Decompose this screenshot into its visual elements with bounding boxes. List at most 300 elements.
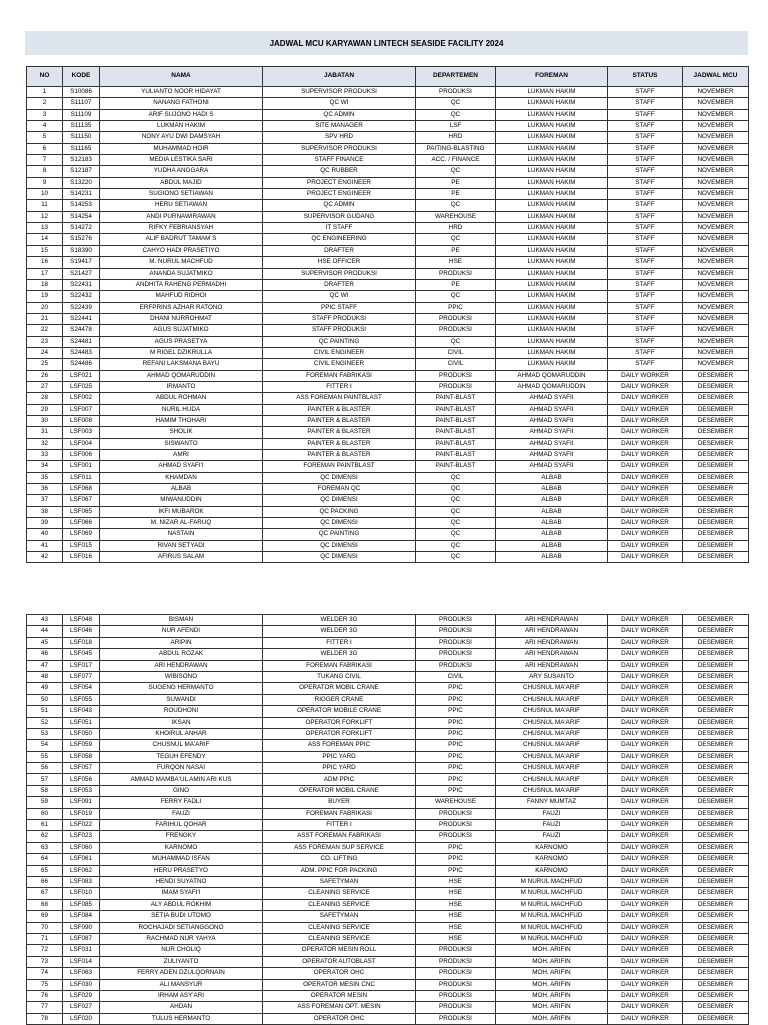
cell-jabatan: PROJECT ENGINEER (263, 177, 416, 188)
cell-jadwal-mcu: DESEMBER (683, 393, 749, 404)
cell-no: 39 (27, 518, 63, 529)
cell-departemen: PAITING-BLASTING (416, 143, 496, 154)
cell-nama: REFANI LAKSMANA BAYU (100, 359, 263, 370)
cell-status: STAFF (608, 313, 683, 324)
table-row (27, 415, 749, 426)
cell-kode: S14253 (63, 200, 100, 211)
cell-jadwal-mcu: NOVEMBER (683, 98, 749, 109)
cell-status: STAFF (608, 234, 683, 245)
cell-kode: LSF083 (63, 876, 100, 887)
cell-status: STAFF (608, 189, 683, 200)
cell-kode: LSF050 (63, 728, 100, 739)
cell-jadwal-mcu: DESEMBER (683, 461, 749, 472)
cell-departemen: QC (416, 200, 496, 211)
cell-no: 78 (27, 1013, 63, 1024)
cell-jabatan: OPERATOR FORKLIFT (263, 717, 416, 728)
cell-jadwal-mcu: DESEMBER (683, 888, 749, 899)
cell-no: 49 (27, 683, 63, 694)
cell-departemen: QC (416, 234, 496, 245)
cell-jadwal-mcu: NOVEMBER (683, 166, 749, 177)
cell-departemen: CIVIL (416, 671, 496, 682)
cell-kode: LSF063 (63, 968, 100, 979)
cell-nama: ANANDA SUJATMIKO (100, 268, 263, 279)
cell-kode: S24483 (63, 347, 100, 358)
cell-jadwal-mcu: DESEMBER (683, 740, 749, 751)
cell-jadwal-mcu: NOVEMBER (683, 325, 749, 336)
cell-jabatan: STAFF FINANCE (263, 155, 416, 166)
cell-status: STAFF (608, 98, 683, 109)
cell-kode: S12187 (63, 166, 100, 177)
cell-foreman: LUKMAN HAKIM (496, 121, 608, 132)
cell-no: 51 (27, 706, 63, 717)
cell-departemen: PPIC (416, 728, 496, 739)
cell-status: STAFF (608, 87, 683, 98)
cell-no: 44 (27, 626, 63, 637)
cell-kode: S22431 (63, 279, 100, 290)
cell-status: DAILY WORKER (608, 1002, 683, 1013)
cell-foreman: M NURUL MACHFUD (496, 911, 608, 922)
cell-jabatan: PROJECT ENGINEER (263, 189, 416, 200)
cell-jabatan: SUPERVISOR PRODUKSI (263, 268, 416, 279)
cell-jadwal-mcu: DESEMBER (683, 865, 749, 876)
cell-jadwal-mcu: DESEMBER (683, 774, 749, 785)
table-row (27, 820, 749, 831)
cell-status: DAILY WORKER (608, 381, 683, 392)
cell-status: STAFF (608, 347, 683, 358)
cell-foreman: LUKMAN HAKIM (496, 336, 608, 347)
cell-nama: FARIHUL QOHAR (100, 820, 263, 831)
cell-departemen: PRODUKSI (416, 956, 496, 967)
cell-jadwal-mcu: NOVEMBER (683, 143, 749, 154)
cell-no: 17 (27, 268, 63, 279)
table-row (27, 450, 749, 461)
table-row (27, 121, 749, 132)
cell-departemen: PE (416, 279, 496, 290)
cell-jabatan: OPERATOR OHC (263, 1013, 416, 1024)
cell-kode: S14272 (63, 223, 100, 234)
cell-status: DAILY WORKER (608, 774, 683, 785)
cell-status: STAFF (608, 268, 683, 279)
cell-nama: AHDAN (100, 1002, 263, 1013)
cell-kode: S10086 (63, 87, 100, 98)
cell-nama: SUGIONO SETIAWAN (100, 189, 263, 200)
cell-no: 21 (27, 313, 63, 324)
cell-departemen: QC (416, 291, 496, 302)
cell-jabatan: OPERATOR MOBIL CRANE (263, 683, 416, 694)
cell-no: 3 (27, 109, 63, 120)
table-row (27, 876, 749, 887)
cell-foreman: ARI HENDRAWAN (496, 649, 608, 660)
table-row (27, 132, 749, 143)
cell-no: 50 (27, 694, 63, 705)
cell-jabatan: QC WI (263, 98, 416, 109)
table-row (27, 472, 749, 483)
cell-status: STAFF (608, 245, 683, 256)
cell-foreman: AHMAD QOMARUDDIN (496, 381, 608, 392)
document-title: JADWAL MCU KARYAWAN LINTECH SEASIDE FACILITY 2024 (25, 31, 748, 55)
cell-jabatan: CLEANING SERVICE (263, 933, 416, 944)
cell-no: 76 (27, 990, 63, 1001)
header-jadwal-mcu: JADWAL MCU (683, 67, 749, 87)
cell-no: 5 (27, 132, 63, 143)
cell-jadwal-mcu: DESEMBER (683, 1002, 749, 1013)
cell-kode: LSF016 (63, 552, 100, 563)
cell-jadwal-mcu: DESEMBER (683, 484, 749, 495)
cell-kode: LSF008 (63, 415, 100, 426)
cell-jadwal-mcu: DESEMBER (683, 626, 749, 637)
table-row (27, 671, 749, 682)
cell-jabatan: QC PAINTING (263, 336, 416, 347)
cell-nama: ANDI PURNAWIRAWAN (100, 211, 263, 222)
cell-nama: ROCHAJADI SETIANGGONO (100, 922, 263, 933)
cell-jabatan: SITE MANAGER (263, 121, 416, 132)
cell-foreman: ARI HENDRAWAN (496, 615, 608, 626)
cell-kode: S19417 (63, 257, 100, 268)
table-row (27, 637, 749, 648)
cell-jadwal-mcu: DESEMBER (683, 990, 749, 1001)
cell-no: 48 (27, 671, 63, 682)
cell-status: DAILY WORKER (608, 393, 683, 404)
cell-foreman: CHUSNUL MA'ARIF (496, 728, 608, 739)
cell-departemen: PPIC (416, 717, 496, 728)
cell-jabatan: PPIC STAFF (263, 302, 416, 313)
cell-departemen: CIVIL (416, 347, 496, 358)
cell-jabatan: OPERATOR MESIN CNC (263, 979, 416, 990)
cell-foreman: LUKMAN HAKIM (496, 279, 608, 290)
cell-status: DAILY WORKER (608, 933, 683, 944)
cell-foreman: AHMAD SYAFII (496, 393, 608, 404)
cell-no: 19 (27, 291, 63, 302)
cell-jabatan: SUPERVISOR GUDANG (263, 211, 416, 222)
cell-status: DAILY WORKER (608, 415, 683, 426)
cell-kode: LSF046 (63, 626, 100, 637)
cell-departemen: QC (416, 336, 496, 347)
cell-jadwal-mcu: NOVEMBER (683, 268, 749, 279)
cell-foreman: LUKMAN HAKIM (496, 98, 608, 109)
cell-jabatan: PAINTER & BLASTER (263, 427, 416, 438)
cell-status: DAILY WORKER (608, 495, 683, 506)
cell-no: 2 (27, 98, 63, 109)
cell-departemen: PRODUKSI (416, 1002, 496, 1013)
cell-jadwal-mcu: DESEMBER (683, 427, 749, 438)
cell-departemen: PRODUKSI (416, 808, 496, 819)
cell-status: DAILY WORKER (608, 540, 683, 551)
cell-no: 55 (27, 751, 63, 762)
cell-kode: LSF068 (63, 484, 100, 495)
cell-foreman: LUKMAN HAKIM (496, 177, 608, 188)
cell-departemen: QC (416, 552, 496, 563)
schedule-table-part-2 (26, 614, 749, 1025)
table-row (27, 166, 749, 177)
cell-nama: TULUS HERMANTO (100, 1013, 263, 1024)
cell-status: DAILY WORKER (608, 763, 683, 774)
cell-foreman: AHMAD SYAFII (496, 404, 608, 415)
table-body-part-1 (27, 87, 749, 563)
cell-status: DAILY WORKER (608, 876, 683, 887)
cell-jadwal-mcu: NOVEMBER (683, 302, 749, 313)
cell-departemen: PAINT-BLAST (416, 404, 496, 415)
cell-no: 20 (27, 302, 63, 313)
cell-foreman: ARY SUSANTO (496, 671, 608, 682)
cell-foreman: LUKMAN HAKIM (496, 223, 608, 234)
cell-jadwal-mcu: DESEMBER (683, 683, 749, 694)
cell-kode: LSF062 (63, 865, 100, 876)
cell-status: DAILY WORKER (608, 842, 683, 853)
cell-status: DAILY WORKER (608, 785, 683, 796)
cell-status: DAILY WORKER (608, 427, 683, 438)
cell-no: 67 (27, 888, 63, 899)
cell-no: 14 (27, 234, 63, 245)
cell-jadwal-mcu: DESEMBER (683, 671, 749, 682)
cell-foreman: LUKMAN HAKIM (496, 155, 608, 166)
cell-nama: ARIPIN (100, 637, 263, 648)
cell-jadwal-mcu: DESEMBER (683, 415, 749, 426)
cell-status: DAILY WORKER (608, 990, 683, 1001)
table-row (27, 649, 749, 660)
cell-kode: LSF014 (63, 956, 100, 967)
table-row (27, 683, 749, 694)
cell-kode: S14254 (63, 211, 100, 222)
cell-nama: FURQON NASAI (100, 763, 263, 774)
table-row (27, 393, 749, 404)
cell-jabatan: PPIC YARD (263, 751, 416, 762)
cell-kode: LSF043 (63, 706, 100, 717)
cell-status: DAILY WORKER (608, 888, 683, 899)
cell-foreman: LUKMAN HAKIM (496, 189, 608, 200)
cell-status: DAILY WORKER (608, 552, 683, 563)
cell-foreman: M NURUL MACHFUD (496, 876, 608, 887)
cell-nama: KHOIRUL ANHAR (100, 728, 263, 739)
table-row (27, 1013, 749, 1024)
cell-no: 60 (27, 808, 63, 819)
cell-departemen: PAINT-BLAST (416, 438, 496, 449)
cell-foreman: M NURUL MACHFUD (496, 922, 608, 933)
cell-jabatan: QC PAINTING (263, 529, 416, 540)
cell-nama: AMRI (100, 450, 263, 461)
cell-jadwal-mcu: DESEMBER (683, 529, 749, 540)
cell-no: 66 (27, 876, 63, 887)
cell-nama: ALBAB (100, 484, 263, 495)
table-row (27, 968, 749, 979)
cell-no: 31 (27, 427, 63, 438)
cell-departemen: PRODUKSI (416, 990, 496, 1001)
cell-jabatan: WELDER 3G (263, 649, 416, 660)
cell-no: 9 (27, 177, 63, 188)
cell-nama: IKFI MUBAROK (100, 506, 263, 517)
cell-jadwal-mcu: DESEMBER (683, 518, 749, 529)
cell-status: DAILY WORKER (608, 461, 683, 472)
cell-jabatan: QC ENGINEERING (263, 234, 416, 245)
cell-foreman: CHUSNUL MA'ARIF (496, 785, 608, 796)
cell-nama: ALY ABDUL ROKHIM (100, 899, 263, 910)
cell-jabatan: FITTER I (263, 637, 416, 648)
cell-no: 10 (27, 189, 63, 200)
table-row (27, 155, 749, 166)
table-row (27, 728, 749, 739)
cell-kode: S22439 (63, 302, 100, 313)
cell-jadwal-mcu: DESEMBER (683, 751, 749, 762)
cell-no: 30 (27, 415, 63, 426)
cell-no: 61 (27, 820, 63, 831)
cell-jadwal-mcu: DESEMBER (683, 706, 749, 717)
cell-departemen: QC (416, 518, 496, 529)
cell-kode: LSF051 (63, 717, 100, 728)
cell-kode: LSF069 (63, 529, 100, 540)
cell-jabatan: FITTER I (263, 820, 416, 831)
cell-kode: LSF077 (63, 671, 100, 682)
cell-nama: MUHAMMAD HOIR (100, 143, 263, 154)
cell-kode: LSF058 (63, 751, 100, 762)
cell-jabatan: QC DIMENSI (263, 552, 416, 563)
cell-foreman: ALBAB (496, 495, 608, 506)
cell-kode: LSF065 (63, 506, 100, 517)
cell-departemen: PRODUKSI (416, 268, 496, 279)
cell-jabatan: STAFF PRODUKSI (263, 313, 416, 324)
cell-jadwal-mcu: DESEMBER (683, 911, 749, 922)
cell-no: 23 (27, 336, 63, 347)
cell-foreman: LUKMAN HAKIM (496, 302, 608, 313)
table-row (27, 888, 749, 899)
cell-nama: AGUS PRASETYA (100, 336, 263, 347)
cell-foreman: LUKMAN HAKIM (496, 359, 608, 370)
cell-nama: SUWANDI (100, 694, 263, 705)
cell-jadwal-mcu: NOVEMBER (683, 347, 749, 358)
cell-departemen: PAINT-BLAST (416, 461, 496, 472)
table-row (27, 706, 749, 717)
cell-kode: LSF022 (63, 820, 100, 831)
cell-foreman: CHUSNUL MA'ARIF (496, 694, 608, 705)
cell-status: DAILY WORKER (608, 717, 683, 728)
cell-foreman: ARI HENDRAWAN (496, 660, 608, 671)
cell-no: 26 (27, 370, 63, 381)
cell-jadwal-mcu: DESEMBER (683, 842, 749, 853)
cell-nama: TEGUH EFENDY (100, 751, 263, 762)
cell-foreman: ALBAB (496, 506, 608, 517)
table-row (27, 933, 749, 944)
cell-nama: RIVAN SETYADI (100, 540, 263, 551)
cell-jadwal-mcu: DESEMBER (683, 506, 749, 517)
table-row (27, 842, 749, 853)
cell-departemen: HSE (416, 933, 496, 944)
cell-no: 22 (27, 325, 63, 336)
cell-nama: NURIL HUDA (100, 404, 263, 415)
cell-jadwal-mcu: DESEMBER (683, 660, 749, 671)
table-row (27, 763, 749, 774)
cell-jadwal-mcu: NOVEMBER (683, 189, 749, 200)
cell-nama: KARNOMO (100, 842, 263, 853)
cell-departemen: QC (416, 529, 496, 540)
table-row (27, 717, 749, 728)
cell-jabatan: FOREMAN FABRIKASI (263, 660, 416, 671)
cell-jabatan: WELDER 3G (263, 626, 416, 637)
cell-nama: AGUS SUJATMIKO (100, 325, 263, 336)
cell-no: 16 (27, 257, 63, 268)
cell-foreman: LUKMAN HAKIM (496, 245, 608, 256)
cell-nama: HENDI SUYATNO (100, 876, 263, 887)
cell-jadwal-mcu: DESEMBER (683, 922, 749, 933)
cell-status: STAFF (608, 279, 683, 290)
cell-departemen: HRD (416, 223, 496, 234)
cell-kode: S12183 (63, 155, 100, 166)
cell-jabatan: PAINTER & BLASTER (263, 450, 416, 461)
cell-foreman: LUKMAN HAKIM (496, 211, 608, 222)
cell-jadwal-mcu: DESEMBER (683, 876, 749, 887)
table-row (27, 245, 749, 256)
cell-departemen: PRODUKSI (416, 820, 496, 831)
cell-foreman: ALBAB (496, 472, 608, 483)
cell-kode: S13220 (63, 177, 100, 188)
cell-nama: MEDIA LESTIKA SARI (100, 155, 263, 166)
cell-status: STAFF (608, 359, 683, 370)
cell-departemen: PE (416, 189, 496, 200)
cell-foreman: MOH. ARIFIN (496, 945, 608, 956)
cell-no: 52 (27, 717, 63, 728)
cell-no: 59 (27, 797, 63, 808)
cell-jadwal-mcu: NOVEMBER (683, 359, 749, 370)
table-row (27, 461, 749, 472)
cell-nama: M. NIZAR AL-FARUQ (100, 518, 263, 529)
cell-no: 75 (27, 979, 63, 990)
cell-foreman: FANNY MUMTAZ (496, 797, 608, 808)
cell-foreman: LUKMAN HAKIM (496, 166, 608, 177)
cell-nama: ABDUL MAJID (100, 177, 263, 188)
cell-status: DAILY WORKER (608, 694, 683, 705)
cell-foreman: FAUZI (496, 831, 608, 842)
cell-foreman: MOH. ARIFIN (496, 968, 608, 979)
cell-no: 54 (27, 740, 63, 751)
cell-jabatan: RIGGER CRANE (263, 694, 416, 705)
cell-no: 64 (27, 854, 63, 865)
cell-departemen: PRODUKSI (416, 370, 496, 381)
cell-kode: S11165 (63, 143, 100, 154)
cell-nama: ABDUL ROZAK (100, 649, 263, 660)
table-row (27, 177, 749, 188)
cell-jabatan: SAFETYMAN (263, 876, 416, 887)
cell-kode: LSF091 (63, 797, 100, 808)
cell-jabatan: CLEANING SERVICE (263, 899, 416, 910)
header-nama: NAMA (100, 67, 263, 87)
cell-jabatan: PAINTER & BLASTER (263, 404, 416, 415)
cell-foreman: AHMAD SYAFII (496, 461, 608, 472)
cell-foreman: AHMAD SYAFII (496, 438, 608, 449)
cell-status: STAFF (608, 155, 683, 166)
table-row (27, 831, 749, 842)
cell-kode: S18390 (63, 245, 100, 256)
table-row (27, 808, 749, 819)
cell-no: 77 (27, 1002, 63, 1013)
cell-nama: SHOLIK (100, 427, 263, 438)
cell-kode: LSF029 (63, 990, 100, 1001)
cell-foreman: AHMAD SYAFII (496, 427, 608, 438)
cell-status: STAFF (608, 177, 683, 188)
cell-kode: LSF006 (63, 450, 100, 461)
header-departemen: DEPARTEMEN (416, 67, 496, 87)
cell-kode: LSF084 (63, 911, 100, 922)
header-no: NO (27, 67, 63, 87)
table-row (27, 370, 749, 381)
table-row (27, 404, 749, 415)
header-jabatan: JABATAN (263, 67, 416, 87)
cell-status: DAILY WORKER (608, 797, 683, 808)
cell-no: 46 (27, 649, 63, 660)
cell-departemen: PRODUKSI (416, 831, 496, 842)
cell-status: DAILY WORKER (608, 484, 683, 495)
cell-departemen: QC (416, 484, 496, 495)
cell-jabatan: CLEANING SERVICE (263, 888, 416, 899)
cell-foreman: FAUZI (496, 820, 608, 831)
cell-foreman: LUKMAN HAKIM (496, 325, 608, 336)
cell-kode: LSF030 (63, 979, 100, 990)
